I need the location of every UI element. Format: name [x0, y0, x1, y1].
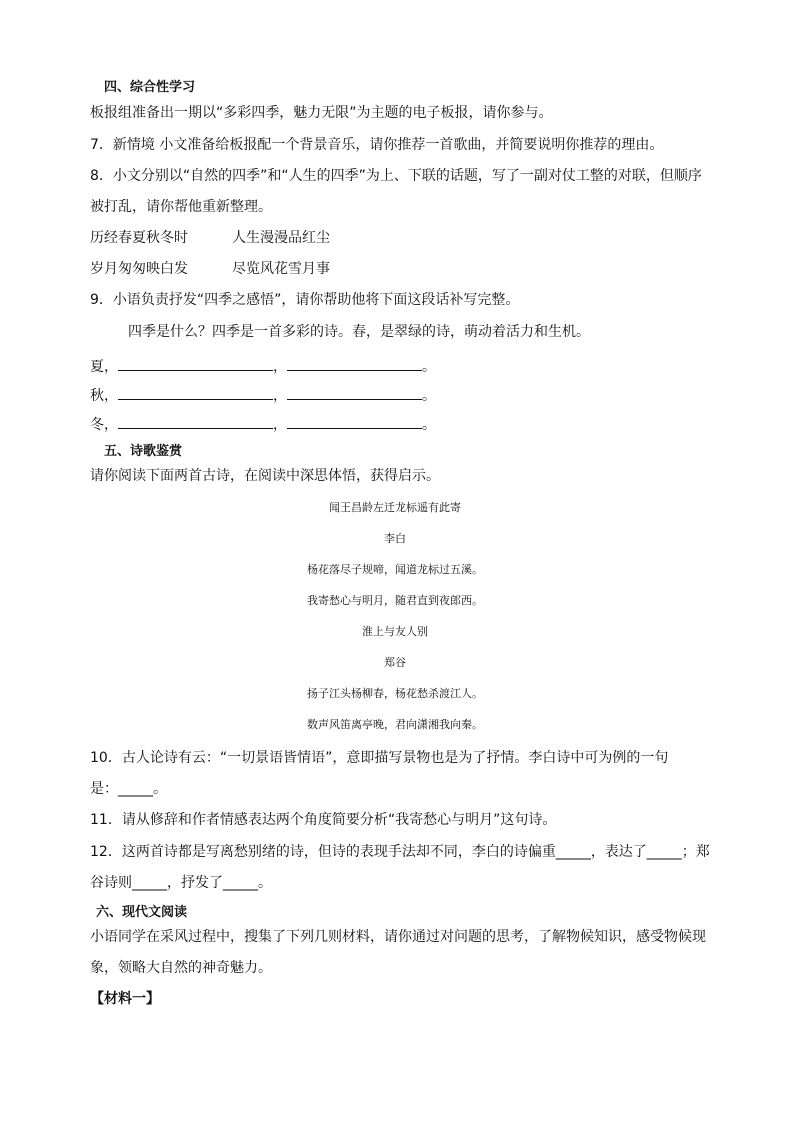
fill-row-summer — [90, 356, 436, 376]
answer-blank[interactable] — [118, 356, 273, 371]
fill-label: 秋， — [90, 388, 118, 404]
poem-2-title: 淮上与友人别 — [362, 625, 428, 638]
poem-2-line-2: 数声风笛离亭晚，君向潇湘我向秦。 — [307, 718, 483, 731]
section-4-heading: 四、综合性学习 — [104, 80, 196, 95]
answer-blank[interactable] — [287, 385, 422, 400]
fill-label: 冬， — [90, 417, 118, 433]
question-12-line-2: 谷诗则_____，抒发了_____。 — [90, 875, 272, 891]
section-5-heading: 五、诗歌鉴赏 — [104, 444, 183, 459]
fill-end: 。 — [422, 388, 436, 404]
couplet-1-right: 人生漫漫品红尘 — [232, 230, 330, 246]
couplet-1-left: 历经春夏秋冬时 — [90, 230, 188, 246]
poem-1-line-1: 杨花落尽子规啼，闻道龙标过五溪。 — [307, 563, 483, 576]
fill-separator: ， — [273, 388, 287, 404]
fill-end: 。 — [422, 417, 436, 433]
answer-blank[interactable] — [118, 414, 273, 429]
answer-blank[interactable] — [287, 414, 422, 429]
question-11: 11．请从修辞和作者情感表达两个角度简要分析“我寄愁心与明月”这句诗。 — [90, 812, 557, 828]
question-8-line-2: 被打乱，请你帮他重新整理。 — [90, 199, 272, 215]
question-10-line-1: 10．古人论诗有云：“一切景语皆情语”，意即描写景物也是为了抒情。李白诗中可为例的一句 — [90, 750, 669, 766]
answer-blank[interactable] — [118, 385, 273, 400]
material-1-label: 【材料一】 — [90, 991, 160, 1007]
section-6-heading: 六、现代文阅读 — [96, 905, 188, 920]
poem-1-author: 李白 — [384, 532, 406, 545]
question-8-line-1: 8．小文分别以“自然的四季”和“人生的四季”为上、下联的话题，写了一副对仗工整的对联，但顺序 — [90, 168, 702, 184]
fill-row-winter — [90, 414, 436, 434]
fill-separator: ， — [273, 417, 287, 433]
poem-1-title: 闻王昌龄左迁龙标遥有此寄 — [329, 501, 461, 514]
poem-2-line-1: 扬子江头杨柳春，杨花愁杀渡江人。 — [307, 687, 483, 700]
question-7: 7．新情境 小文准备给板报配一个背景音乐，请你推荐一首歌曲，并简要说明你推荐的理由。 — [90, 137, 664, 153]
answer-blank[interactable] — [287, 356, 422, 371]
poem-2-author: 郑谷 — [384, 656, 406, 669]
couplet-2-left: 岁月匆匆映白发 — [90, 261, 188, 277]
fill-label: 夏， — [90, 359, 118, 375]
fill-end: 。 — [422, 359, 436, 375]
fill-separator: ， — [273, 359, 287, 375]
section-6-intro-line-1: 小语同学在采风过程中，搜集了下列几则材料，请你通过对问题的思考，了解物候知识，感受物候现 — [90, 929, 706, 945]
question-9-paragraph: 四季是什么？四季是一首多彩的诗。春，是翠绿的诗，萌动着活力和生机。 — [128, 324, 590, 340]
question-10-line-2: 是：_____。 — [90, 781, 167, 797]
couplet-2-right: 尽览风花雪月事 — [232, 261, 330, 277]
question-9: 9．小语负责抒发“四季之感悟”，请你帮助他将下面这段话补写完整。 — [90, 292, 520, 308]
section-4-intro: 板报组准备出一期以“多彩四季，魅力无限”为主题的电子板报，请你参与。 — [90, 105, 553, 121]
section-5-intro: 请你阅读下面两首古诗，在阅读中深思体悟，获得启示。 — [90, 468, 440, 484]
section-6-intro-line-2: 象，领略大自然的神奇魅力。 — [90, 960, 272, 976]
question-12-line-1: 12．这两首诗都是写离愁别绪的诗，但诗的表现手法却不同，李白的诗偏重_____，表达了_____；郑 — [90, 844, 710, 860]
fill-row-autumn — [90, 385, 436, 405]
poem-1-line-2: 我寄愁心与明月，随君直到夜郎西。 — [307, 594, 483, 607]
